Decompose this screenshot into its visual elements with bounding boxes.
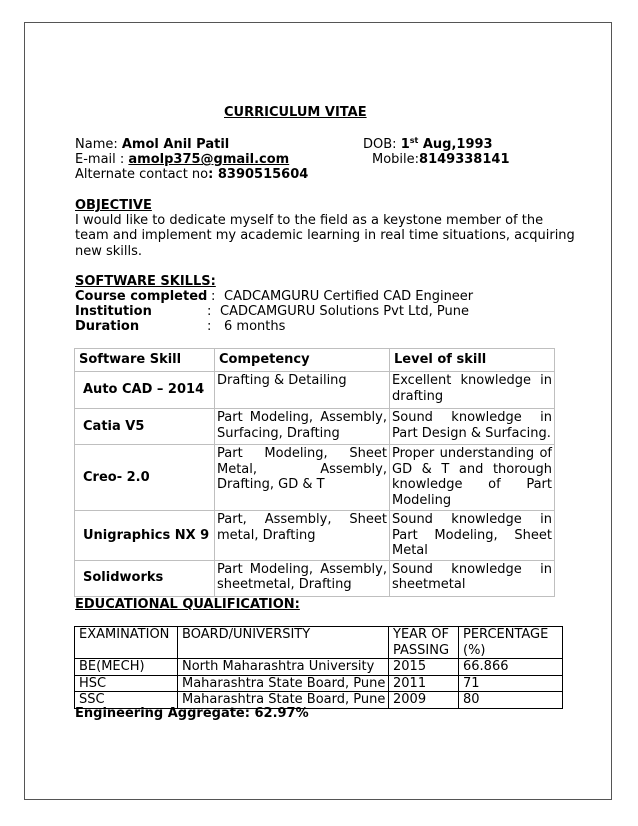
course-sep: :	[211, 289, 216, 304]
skill-level: Sound knowledge in Part Modeling, Sheet Metal	[390, 511, 555, 561]
course-label: Course completed	[75, 289, 208, 304]
mobile-value: 8149338141	[419, 152, 510, 167]
duration-value: 6 months	[224, 319, 286, 334]
skill-competency: Drafting & Detailing	[215, 372, 390, 409]
alt-contact-value: : 8390515604	[208, 167, 309, 182]
alt-contact-line	[75, 167, 308, 182]
name-line	[75, 137, 229, 152]
skill-competency: Part Modeling, Assembly, Surfacing, Drafting	[215, 409, 390, 445]
table-row	[75, 372, 555, 409]
alt-contact-label: Alternate contact no	[75, 167, 209, 182]
board-cell: North Maharashtra University	[178, 659, 389, 676]
name-label: Name:	[75, 137, 122, 152]
header-competency: Competency	[215, 349, 390, 372]
skill-name: Catia V5	[75, 409, 215, 445]
dob-rest: Aug,1993	[418, 137, 493, 152]
skill-level: Sound knowledge in sheetmetal	[390, 560, 555, 596]
name-value: Amol Anil Patil	[121, 137, 230, 152]
skill-level: Excellent knowledge in drafting	[390, 372, 555, 409]
table-row	[75, 560, 555, 596]
skill-competency: Part Modeling, Sheet Metal, Assembly, Drafting, GD & T	[215, 445, 390, 511]
exam-cell: SSC	[75, 692, 178, 709]
exam-cell: BE(MECH)	[75, 659, 178, 676]
table-header-row	[75, 627, 563, 659]
table-row	[75, 659, 563, 676]
header-board: BOARD/UNIVERSITY	[178, 627, 389, 659]
header-percentage: PERCENTAGE (%)	[459, 627, 563, 659]
dob-label: DOB:	[363, 137, 401, 152]
dob-line	[363, 137, 493, 152]
year-cell: 2009	[389, 692, 459, 709]
skill-name: Solidworks	[75, 560, 215, 596]
duration-label: Duration	[75, 319, 140, 334]
table-row	[75, 675, 563, 692]
mobile-label: Mobile:	[372, 152, 420, 167]
objective-line: new skills.	[75, 244, 143, 259]
institution-label: Institution	[75, 304, 152, 319]
course-value: CADCAMGURU Certified CAD Engineer	[224, 289, 474, 304]
skill-competency: Part Modeling, Assembly, sheetmetal, Drafting	[215, 560, 390, 596]
table-row	[75, 409, 555, 445]
header-level: Level of skill	[390, 349, 555, 372]
page-title: CURRICULUM VITAE	[224, 105, 367, 120]
table-row	[75, 445, 555, 511]
skill-name: Creo- 2.0	[75, 445, 215, 511]
percentage-cell: 80	[459, 692, 563, 709]
skill-level: Sound knowledge in Part Design & Surfacing.	[390, 409, 555, 445]
skill-competency: Part, Assembly, Sheet metal, Drafting	[215, 511, 390, 561]
objective-line: I would like to dedicate myself to the field as a keystone member of the	[75, 213, 544, 228]
exam-cell: HSC	[75, 675, 178, 692]
mobile-line	[372, 152, 510, 167]
institution-value: CADCAMGURU Solutions Pvt Ltd, Pune	[220, 304, 470, 319]
email-line	[75, 152, 289, 167]
dob-sup: st	[409, 136, 419, 145]
percentage-cell: 66.866	[459, 659, 563, 676]
header-examination: EXAMINATION	[75, 627, 178, 659]
institution-sep: :	[207, 304, 212, 319]
skill-name: Auto CAD – 2014	[75, 372, 215, 409]
education-heading: EDUCATIONAL QUALIFICATION:	[75, 597, 300, 612]
percentage-cell: 71	[459, 675, 563, 692]
skill-level: Proper understanding of GD & T and thorough knowledge of Part Modeling	[390, 445, 555, 511]
header-year: YEAR OF PASSING	[389, 627, 459, 659]
board-cell: Maharashtra State Board, Pune	[178, 692, 389, 709]
education-table	[74, 626, 563, 709]
header-software-skill: Software Skill	[75, 349, 215, 372]
email-label: E-mail :	[75, 152, 129, 167]
skill-name: Unigraphics NX 9	[75, 511, 215, 561]
table-row	[75, 511, 555, 561]
duration-sep: :	[207, 319, 212, 334]
email-link[interactable]: amolp375@gmail.com	[128, 152, 290, 167]
software-heading: SOFTWARE SKILLS:	[75, 274, 216, 289]
year-cell: 2011	[389, 675, 459, 692]
table-header-row	[75, 349, 555, 372]
software-skills-table	[74, 348, 555, 597]
board-cell: Maharashtra State Board, Pune	[178, 675, 389, 692]
objective-line: team and implement my academic learning in real time situations, acquiring	[75, 228, 575, 243]
dob-day: 1	[400, 137, 410, 152]
engineering-aggregate: Engineering Aggregate: 62.97%	[75, 706, 309, 721]
year-cell: 2015	[389, 659, 459, 676]
objective-heading: OBJECTIVE	[75, 198, 152, 213]
